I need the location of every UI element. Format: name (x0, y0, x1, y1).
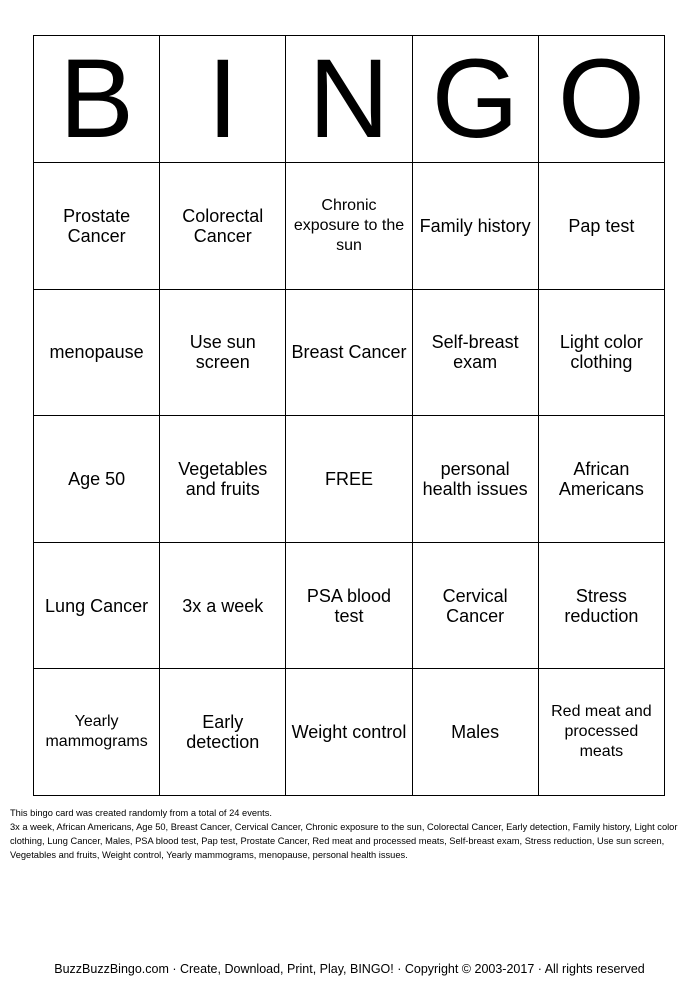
bingo-cell: Breast Cancer (286, 289, 412, 416)
bingo-cell: African Americans (538, 416, 664, 543)
bingo-cell: Prostate Cancer (34, 163, 160, 290)
bingo-cell: PSA blood test (286, 542, 412, 669)
bingo-cell: 3x a week (160, 542, 286, 669)
bingo-row (34, 669, 665, 796)
bingo-cell: Stress reduction (538, 542, 664, 669)
bingo-free-cell: FREE (286, 416, 412, 543)
bingo-card (33, 35, 665, 796)
bingo-row (34, 289, 665, 416)
bingo-cell: Pap test (538, 163, 664, 290)
bingo-cell: Lung Cancer (34, 542, 160, 669)
header-letter-i: I (160, 36, 286, 163)
header-letter-o: O (538, 36, 664, 163)
bingo-cell: Light color clothing (538, 289, 664, 416)
bingo-cell: Early detection (160, 669, 286, 796)
header-letter-g: G (412, 36, 538, 163)
header-letter-b: B (34, 36, 160, 163)
bingo-header-row (34, 36, 665, 163)
bingo-cell: Weight control (286, 669, 412, 796)
bingo-cell: Family history (412, 163, 538, 290)
site-footer: BuzzBuzzBingo.com · Create, Download, Print, Play, BINGO! · Copyright © 2003-2017 · All rights reserved (54, 962, 645, 976)
footnote-event-list: 3x a week, African Americans, Age 50, Breast Cancer, Cervical Cancer, Chronic exposure to the sun, Colorectal Cancer, Early detection, Family history, Light color clothing, Lung Cancer, Males, PSA blood test, Pap test, Prostate Cancer, Red meat and processed meats, Self-breast exam, Stress reduction, Use sun screen, Vegetables and fruits, Weight control, Yearly mammograms, menopause, personal health issues. (10, 822, 678, 860)
bingo-cell: Red meat and processed meats (538, 669, 664, 796)
header-letter-n: N (286, 36, 412, 163)
bingo-cell: Age 50 (34, 416, 160, 543)
bingo-cell: Yearly mammograms (34, 669, 160, 796)
bingo-cell: Colorectal Cancer (160, 163, 286, 290)
bingo-cell: Males (412, 669, 538, 796)
bingo-cell: Cervical Cancer (412, 542, 538, 669)
bingo-row (34, 163, 665, 290)
bingo-cell: Self-breast exam (412, 289, 538, 416)
bingo-cell: personal health issues (412, 416, 538, 543)
bingo-cell: Use sun screen (160, 289, 286, 416)
bingo-row (34, 416, 665, 543)
bingo-row (34, 542, 665, 669)
bingo-cell: menopause (34, 289, 160, 416)
bingo-cell: Vegetables and fruits (160, 416, 286, 543)
card-footnote (10, 806, 692, 862)
bingo-cell: Chronic exposure to the sun (286, 163, 412, 290)
footnote-intro: This bingo card was created randomly from a total of 24 events. (10, 808, 272, 818)
